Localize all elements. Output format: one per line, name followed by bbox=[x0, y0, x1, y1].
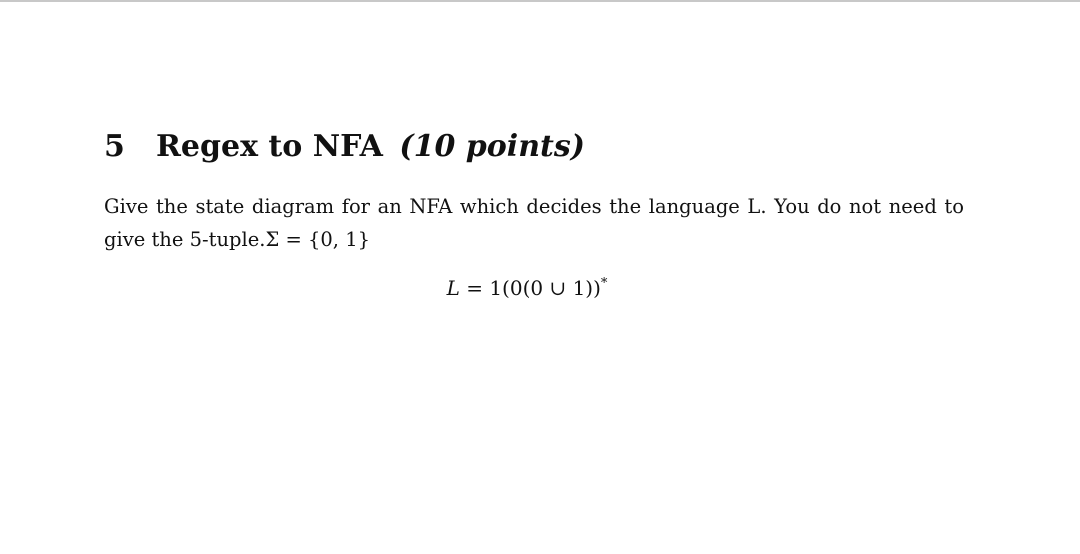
equation-rhs: 1(0(0 ∪ 1)) bbox=[489, 276, 601, 300]
section-heading bbox=[104, 128, 585, 166]
section-points: (10 points) bbox=[399, 129, 585, 164]
language-equation bbox=[0, 272, 1054, 304]
section-title: Regex to NFA bbox=[156, 129, 383, 164]
section-number: 5 bbox=[104, 129, 125, 164]
equation-equals: = bbox=[459, 276, 490, 300]
problem-statement bbox=[104, 190, 964, 256]
problem-text: Give the state diagram for an NFA which decides the language L. You do not need to give the 5-tuple. bbox=[104, 195, 964, 251]
equation-lhs: L bbox=[446, 276, 460, 300]
alphabet-definition: Σ = {0, 1} bbox=[265, 228, 371, 251]
kleene-star: * bbox=[600, 276, 608, 291]
